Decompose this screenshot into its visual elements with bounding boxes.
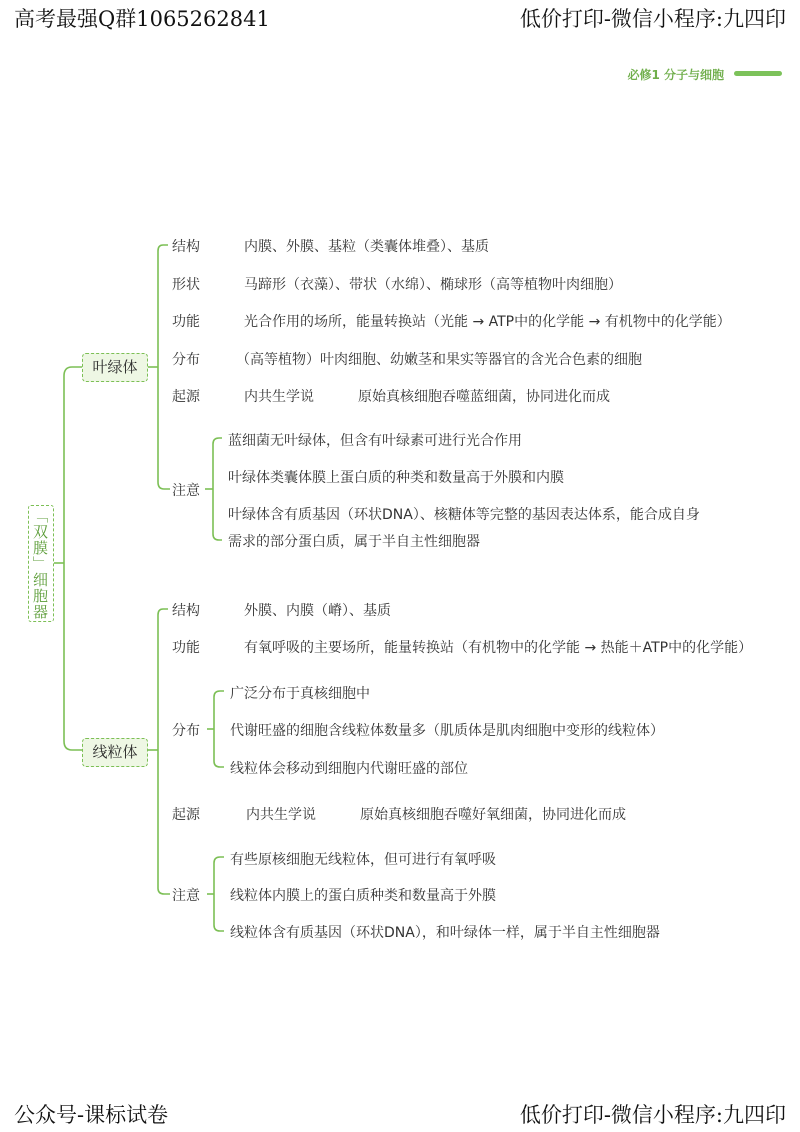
- chloroplast-node: 叶绿体: [82, 353, 148, 382]
- chloro-origin-theory: 内共生学说: [244, 389, 314, 405]
- mito-notes-brace: [214, 857, 224, 931]
- mito-origin-desc: 原始真核细胞吞噬好氧细菌，协同进化而成: [360, 807, 626, 823]
- chloro-distribution-label: 分布: [172, 352, 200, 368]
- mito-notes-label: 注意: [172, 888, 200, 904]
- watermark-top-right: 低价打印-微信小程序:九四印: [519, 7, 786, 31]
- chloro-notes-label: 注意: [172, 483, 200, 499]
- chloro-origin-label: 起源: [172, 389, 200, 405]
- mito-function-label: 功能: [172, 640, 200, 656]
- mitochondrion-node: 线粒体: [82, 738, 148, 767]
- mito-function-text: 有氧呼吸的主要场所，能量转换站（有机物中的化学能 → 热能＋ATP中的化学能）: [244, 640, 753, 656]
- chloro-note-4: 需求的部分蛋白质，属于半自主性细胞器: [228, 534, 480, 550]
- chloro-note-1: 蓝细菌无叶绿体，但含有叶绿素可进行光合作用: [228, 433, 522, 449]
- chloro-function-label: 功能: [172, 314, 200, 330]
- mito-structure-text: 外膜、内膜（嵴）、基质: [244, 603, 391, 619]
- running-header: 必修1 分子与细胞: [627, 68, 724, 82]
- chloro-notes-brace: [213, 438, 222, 540]
- watermark-top-left: 高考最强Q群1065262841: [14, 7, 270, 31]
- mito-structure-label: 结构: [172, 603, 200, 619]
- root-node: 「双膜」细胞器: [28, 505, 54, 622]
- mito-distribution-label: 分布: [172, 723, 200, 739]
- chloro-function-text: 光合作用的场所，能量转换站（光能 → ATP中的化学能 → 有机物中的化学能）: [244, 314, 731, 330]
- mito-distribution-2: 代谢旺盛的细胞含线粒体数量多（肌质体是肌肉细胞中变形的线粒体）: [230, 723, 664, 739]
- chloro-origin-desc: 原始真核细胞吞噬蓝细菌，协同进化而成: [358, 389, 610, 405]
- mito-distribution-1: 广泛分布于真核细胞中: [230, 686, 370, 702]
- mito-note-1: 有些原核细胞无线粒体，但可进行有氧呼吸: [230, 852, 496, 868]
- chloro-structure-text: 内膜、外膜、基粒（类囊体堆叠）、基质: [244, 239, 489, 255]
- chloro-brace-line: [158, 245, 170, 489]
- watermark-bottom-left: 公众号-课标试卷: [14, 1103, 169, 1127]
- mito-dist-brace: [214, 691, 224, 767]
- chloro-distribution-text: （高等植物）叶肉细胞、幼嫩茎和果实等器官的含光合色素的细胞: [236, 352, 642, 368]
- watermark-bottom-right: 低价打印-微信小程序:九四印: [519, 1103, 786, 1127]
- root-trunk-line: [64, 367, 82, 750]
- mito-origin-theory: 内共生学说: [246, 807, 316, 823]
- chloro-structure-label: 结构: [172, 239, 200, 255]
- chloro-shape-text: 马蹄形（衣藻）、带状（水绵）、椭球形（高等植物叶肉细胞）: [244, 277, 622, 293]
- mito-note-3: 线粒体含有质基因（环状DNA），和叶绿体一样，属于半自主性细胞器: [230, 925, 660, 941]
- mito-brace-line: [158, 609, 170, 894]
- chloro-shape-label: 形状: [172, 277, 200, 293]
- mito-note-2: 线粒体内膜上的蛋白质种类和数量高于外膜: [230, 888, 496, 904]
- mito-origin-label: 起源: [172, 807, 200, 823]
- chloro-note-3: 叶绿体含有质基因（环状DNA）、核糖体等完整的基因表达体系，能合成自身: [228, 507, 700, 523]
- chloro-note-2: 叶绿体类囊体膜上蛋白质的种类和数量高于外膜和内膜: [228, 470, 564, 486]
- mito-distribution-3: 线粒体会移动到细胞内代谢旺盛的部位: [230, 761, 468, 777]
